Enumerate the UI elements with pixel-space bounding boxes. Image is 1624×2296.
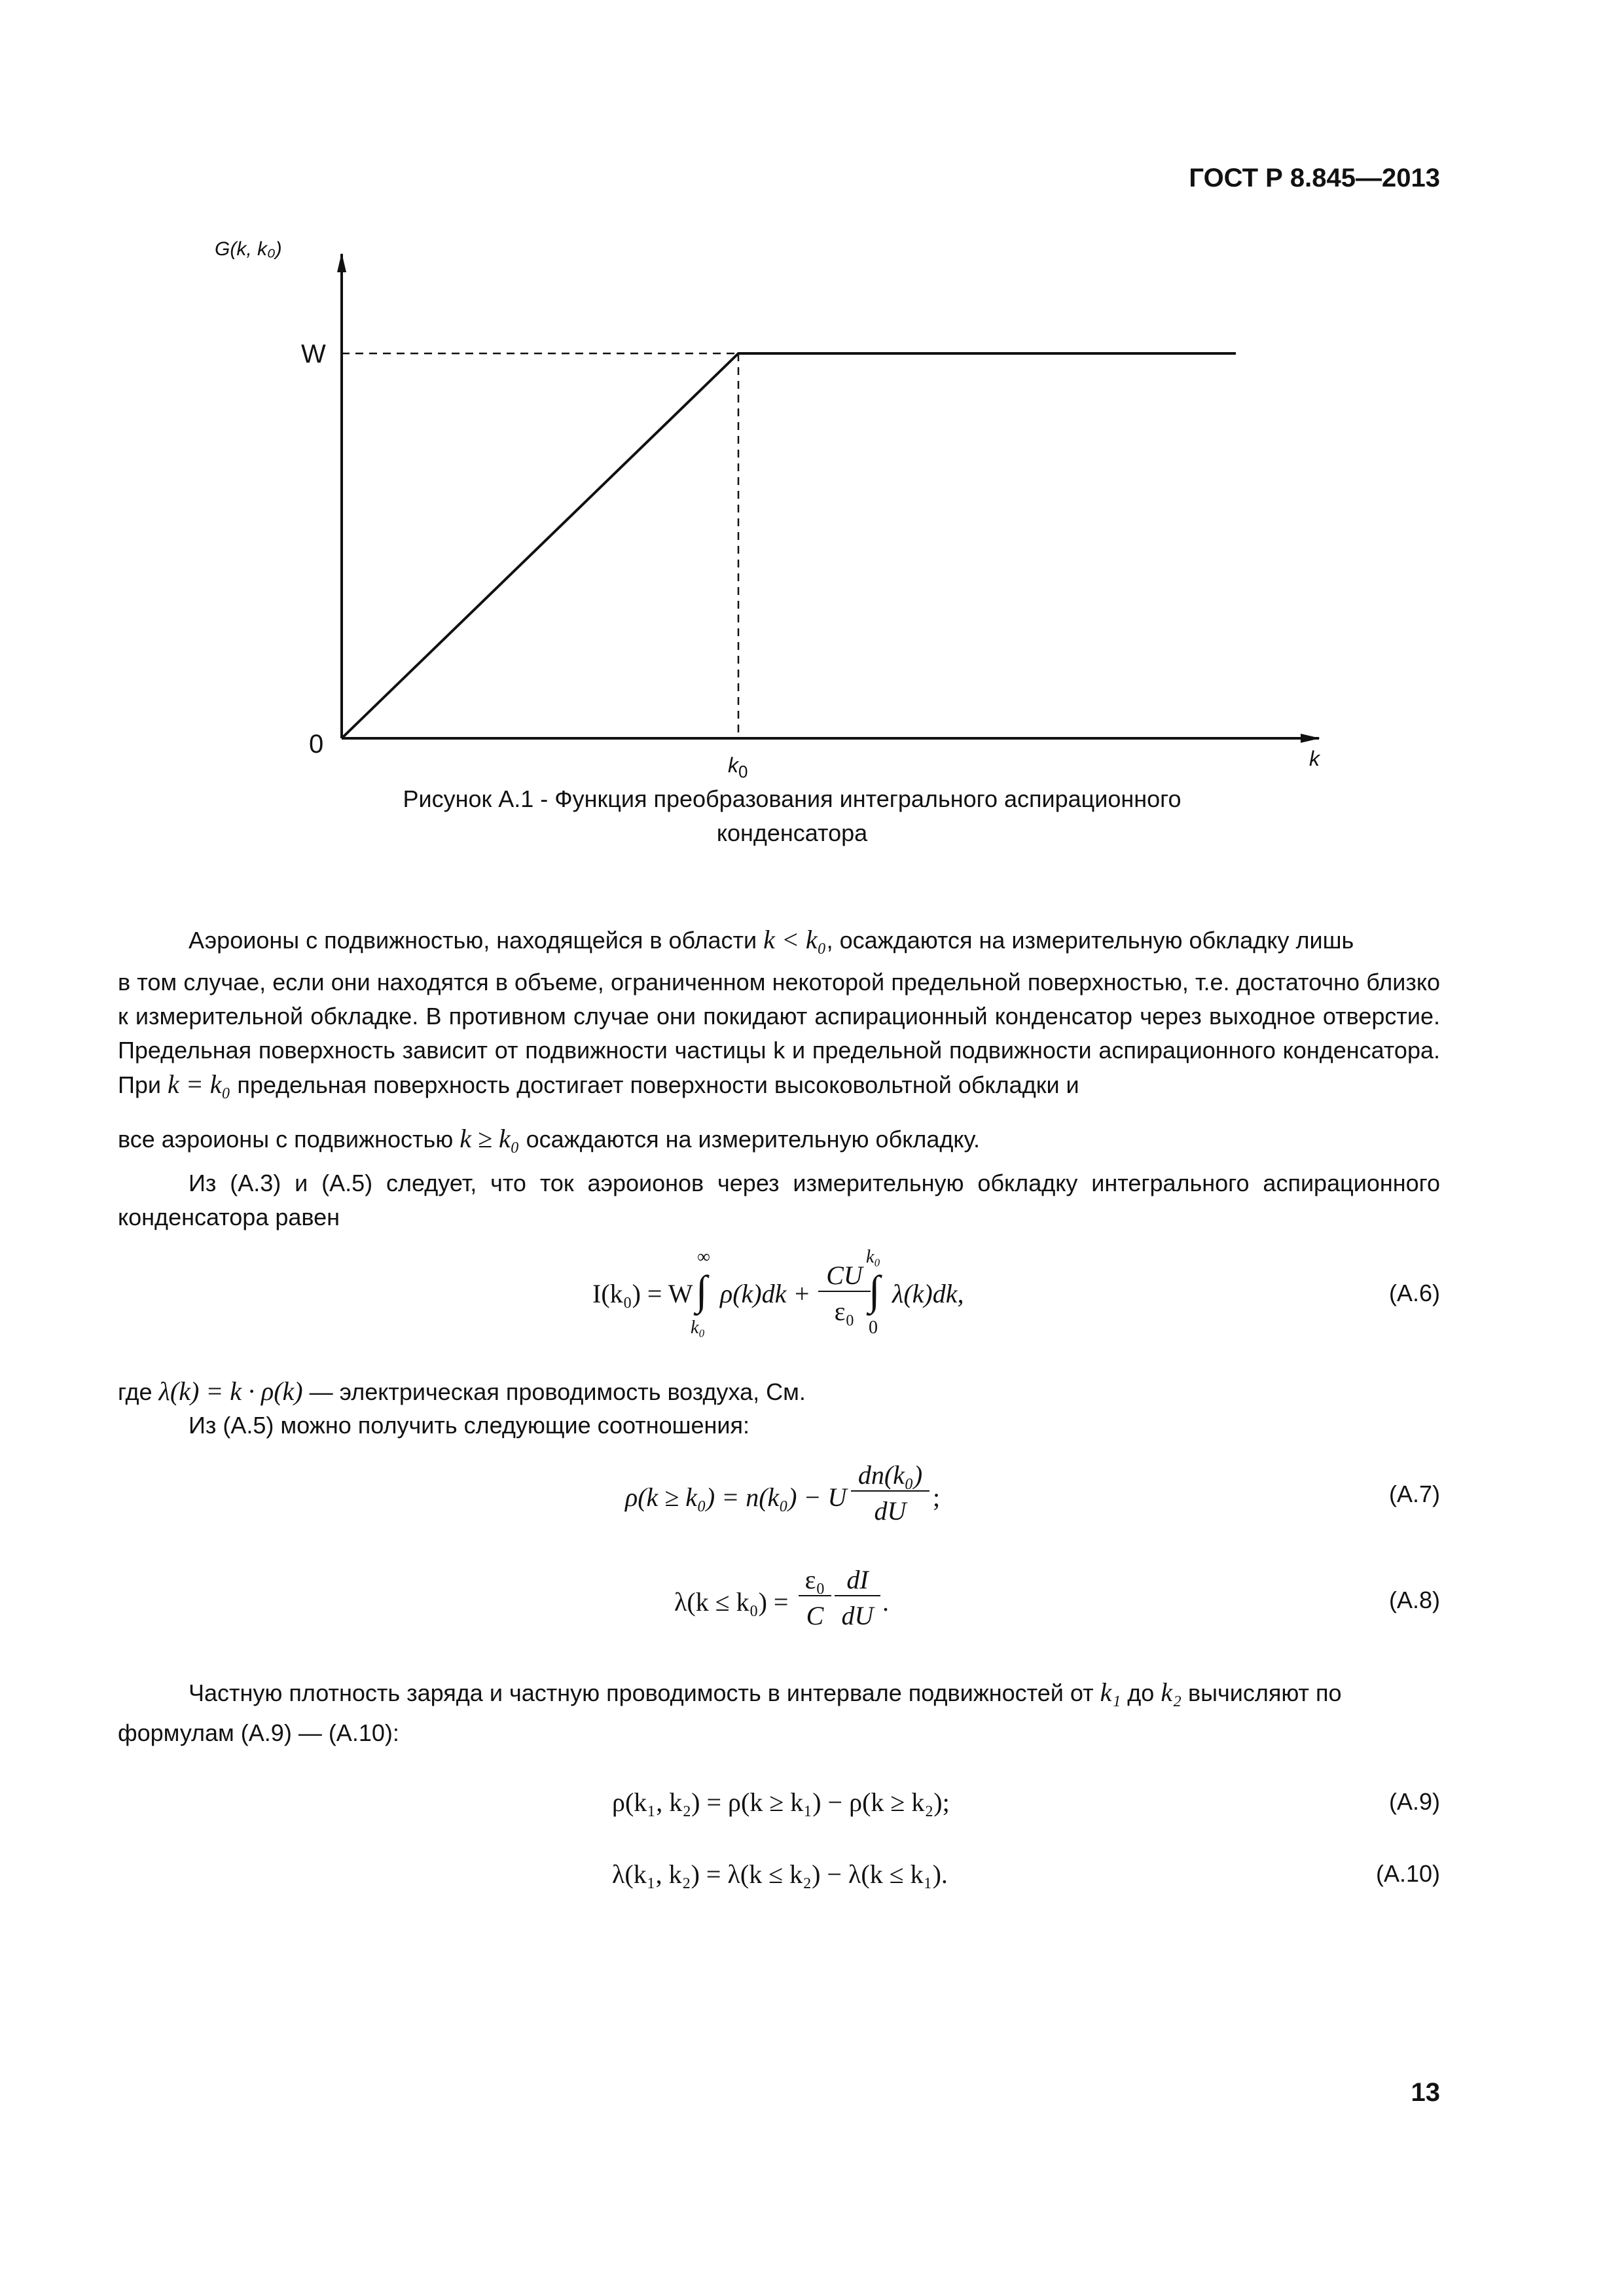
k0-tick-label: $k_0$ bbox=[728, 753, 748, 781]
paragraph-3: Из (А.5) можно получить следующие соотношения: bbox=[189, 1412, 750, 1439]
inline-math-k-lt-k0: k < k₀ bbox=[763, 925, 827, 954]
equation-number-a8: (А.8) bbox=[1388, 1587, 1440, 1613]
paragraph-1-line-1: Аэроионы с подвижностью, находящейся в области k < k₀, осаждаются на измерительную обкладку лишь bbox=[189, 925, 1354, 954]
page-number: 13 bbox=[1411, 2078, 1440, 2107]
caption-line-1: Рисунок А.1 - Функция преобразования интегрального аспирационного bbox=[403, 785, 1182, 812]
paragraph-4-line-1: Частную плотность заряда и частную проводимость в интервале подвижностей от k₁ до k₂ вычисляют по bbox=[189, 1677, 1342, 1707]
figure-caption bbox=[327, 782, 1257, 850]
equation-number-a10: (А.10) bbox=[1375, 1860, 1440, 1887]
document-id: ГОСТ Р 8.845—2013 bbox=[1189, 164, 1440, 192]
paragraph-1-body: в том случае, если они находятся в объеме, ограниченном некоторой предельной поверхностью, т.е. достаточно близко к измерительной обкладке. В противном случае они покидают аспирационный конденсатор через выходное отверстие. Предельная поверхность зависит от подвижности частицы k и предельной подвижности аспирационного конденсатора. При k = k₀ предельная поверхность достигает поверхности высоковольтной обкладки и bbox=[118, 969, 1440, 1099]
y-axis-label: G(k, k₀) bbox=[215, 238, 282, 260]
caption-line-2: конденсатора bbox=[716, 819, 868, 846]
inline-math-k2: k₂ bbox=[1161, 1677, 1182, 1707]
x-axis-label: k bbox=[1309, 747, 1320, 770]
w-tick-label: W bbox=[301, 340, 326, 368]
inline-math-k1: k₁ bbox=[1100, 1677, 1121, 1707]
paragraph-2: Из (А.3) и (А.5) следует, что ток аэроионов через измерительную обкладку интегрального аспирационного конденсатора равен bbox=[118, 1170, 1440, 1230]
equation-number-a6: (А.6) bbox=[1388, 1280, 1440, 1306]
figure-chart bbox=[196, 223, 1335, 785]
g-function-line bbox=[342, 353, 1236, 738]
where-line: где λ(k) = k · ρ(k) — электрическая проводимость воздуха, См. bbox=[118, 1376, 806, 1406]
equation-a9: ρ(k₁, k₂) = ρ(k ≥ k₁) − ρ(k ≥ k₂); bbox=[612, 1787, 950, 1817]
inline-math-k-ge-k0: k ≥ k₀ bbox=[460, 1124, 520, 1153]
equation-number-a9: (А.9) bbox=[1388, 1788, 1440, 1815]
origin-label: 0 bbox=[309, 730, 324, 759]
paragraph-1-last: все аэроионы с подвижностью k ≥ k₀ осаждаются на измерительную обкладку. bbox=[118, 1124, 980, 1153]
inline-math-lambda-def: λ(k) = k · ρ(k) bbox=[158, 1376, 303, 1406]
equation-number-a7: (А.7) bbox=[1388, 1480, 1440, 1507]
equation-a10: λ(k₁, k₂) = λ(k ≤ k₂) − λ(k ≤ k₁). bbox=[612, 1859, 948, 1889]
paragraph-4-line-2: формулам (А.9) — (А.10): bbox=[118, 1719, 399, 1746]
inline-math-k-eq-k0: k = k₀ bbox=[168, 1069, 231, 1099]
